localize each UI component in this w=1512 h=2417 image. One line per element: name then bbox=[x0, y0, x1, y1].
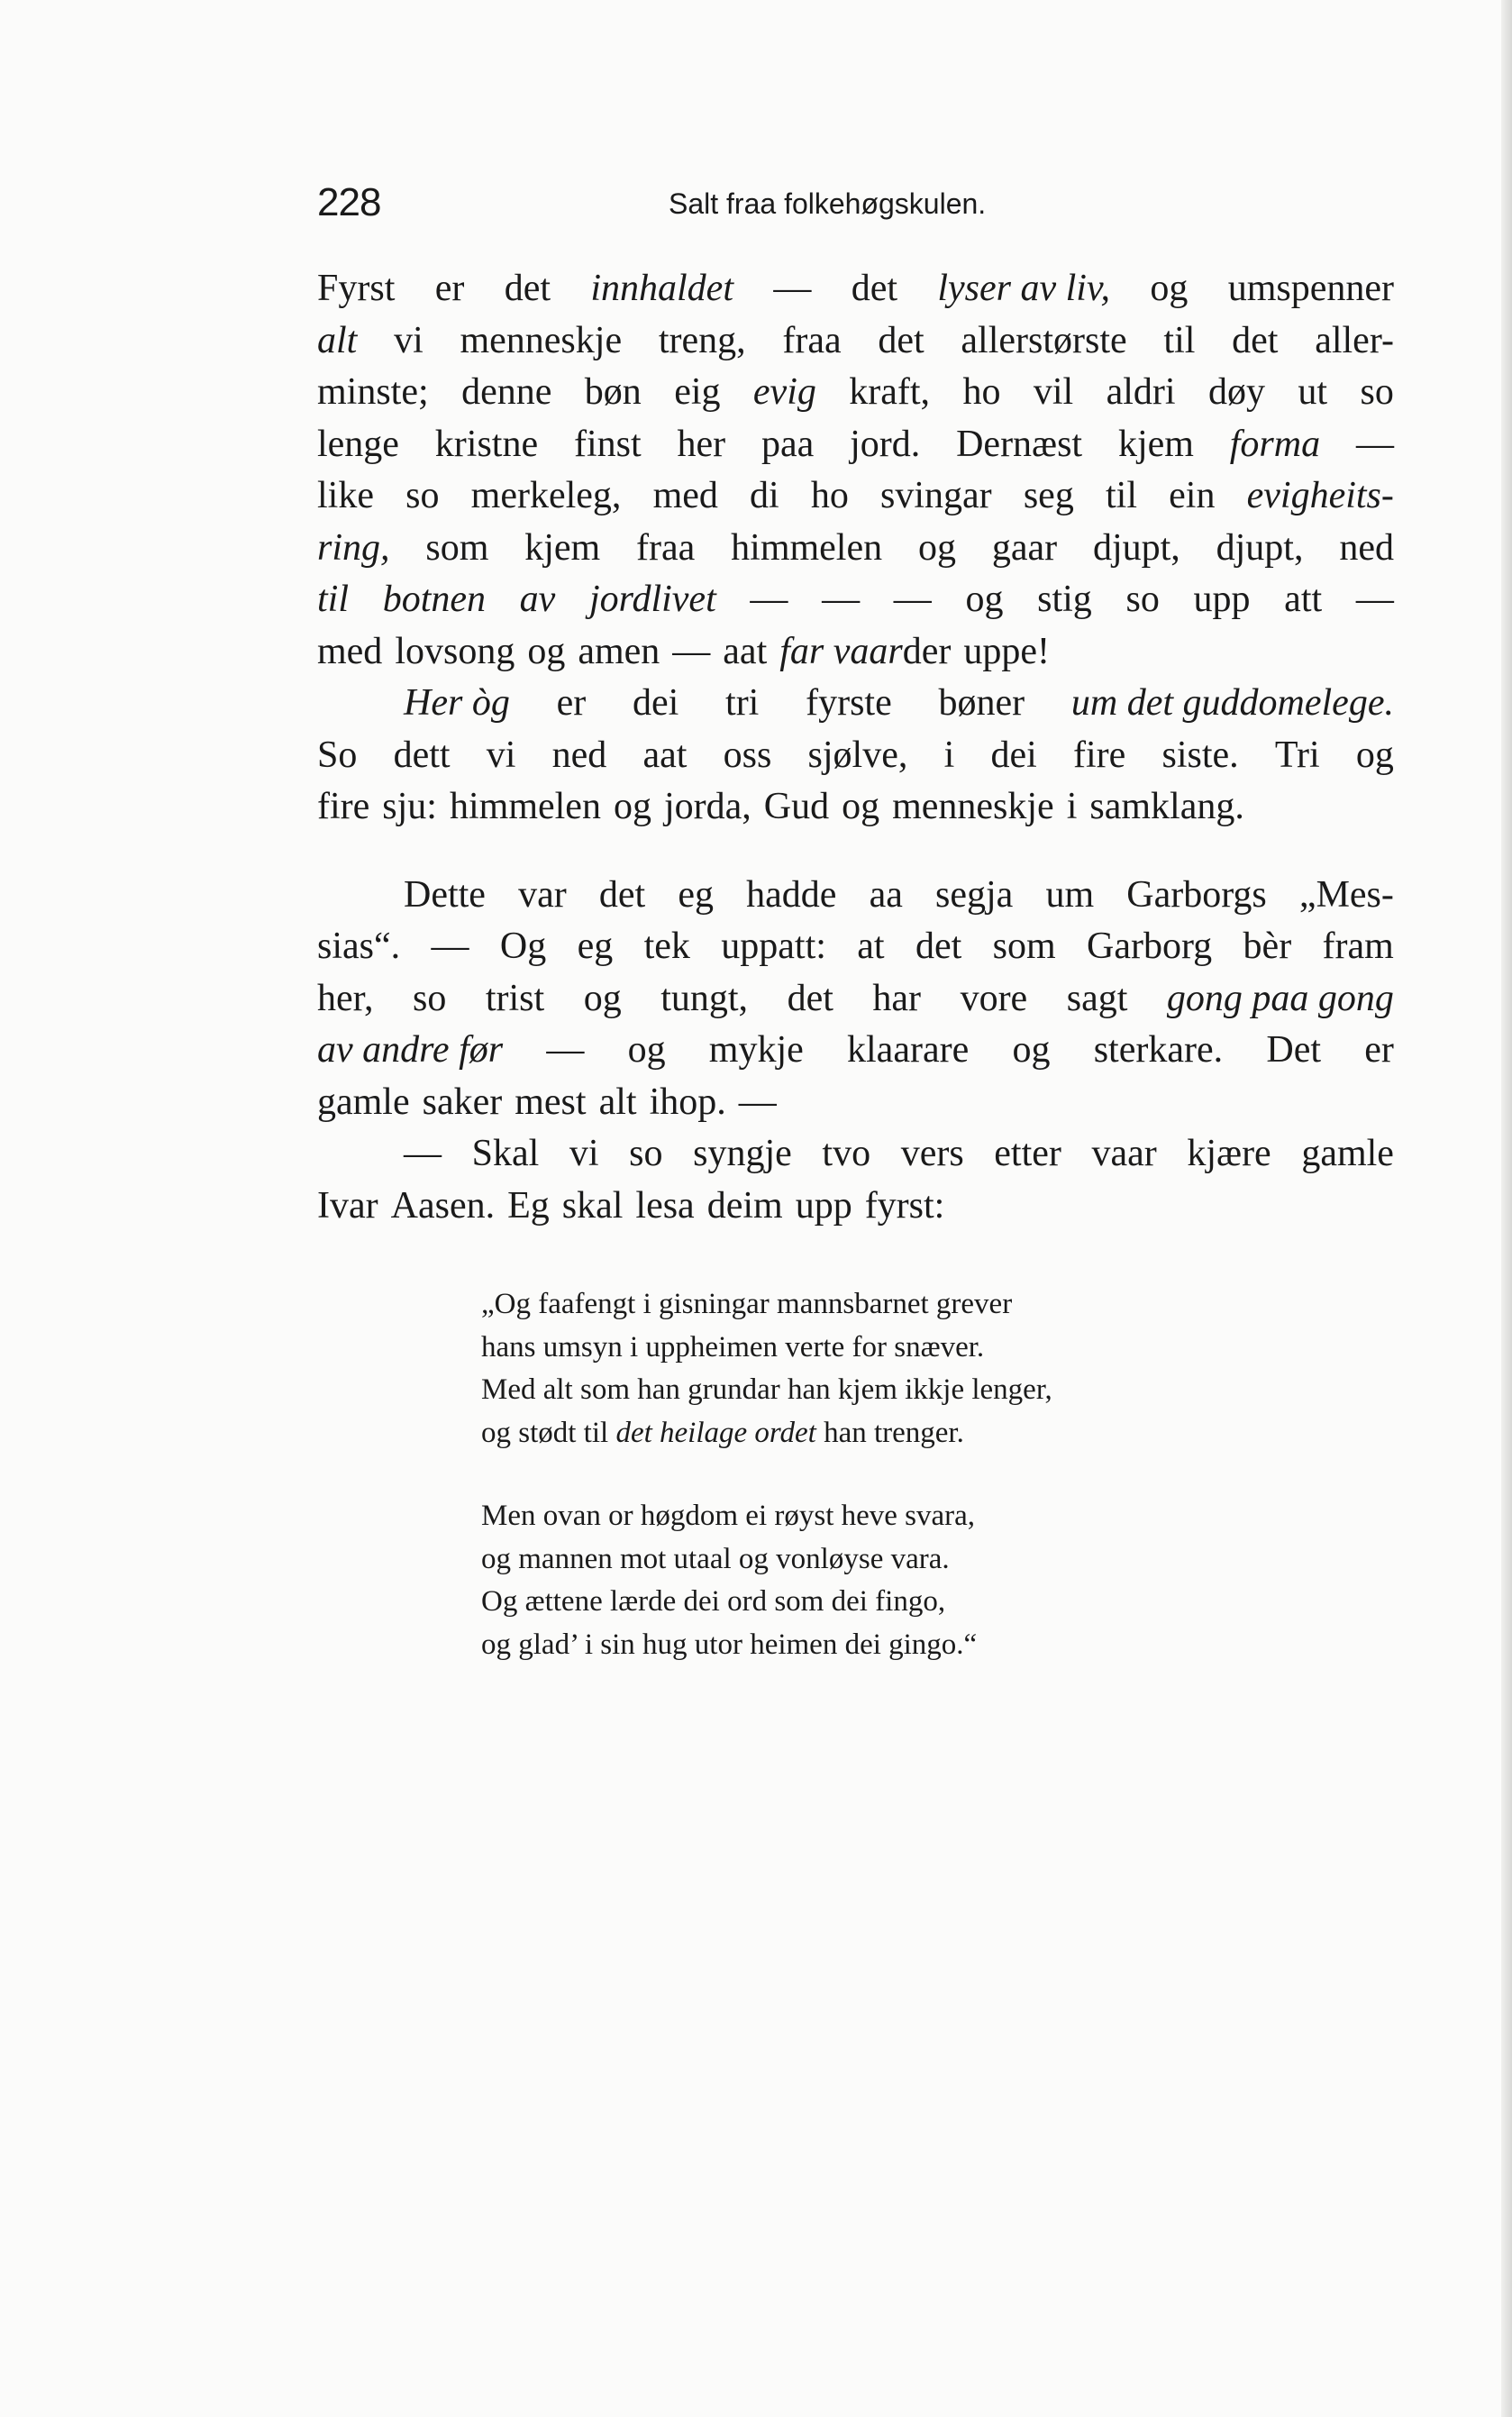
word: menneskje bbox=[460, 319, 623, 361]
paragraph-gap bbox=[317, 834, 1394, 870]
paragraph bbox=[317, 678, 1394, 834]
word: og bbox=[1150, 268, 1189, 309]
word: — bbox=[738, 1081, 777, 1123]
text-line bbox=[317, 626, 1394, 679]
word: det bbox=[915, 926, 962, 967]
italic-word: um det guddomelege. bbox=[1070, 682, 1394, 724]
word: jord. bbox=[850, 423, 921, 465]
word: — bbox=[1355, 423, 1394, 465]
word: mykje bbox=[708, 1029, 804, 1071]
word: finst bbox=[573, 423, 642, 465]
text-line bbox=[317, 1128, 1394, 1181]
word: at bbox=[857, 926, 885, 967]
italic-word: ring, bbox=[317, 526, 390, 569]
word: bøn bbox=[584, 371, 642, 413]
word: himmelen bbox=[731, 526, 883, 569]
word: kjem bbox=[524, 526, 601, 569]
word: det bbox=[504, 268, 551, 309]
poem-text: Med alt som han grundar han kjem ikkje lenger, bbox=[481, 1373, 1052, 1406]
italic-word: lyser av liv, bbox=[937, 268, 1110, 309]
word: det bbox=[787, 977, 833, 1019]
word: — bbox=[546, 1029, 585, 1071]
word: var bbox=[518, 873, 567, 916]
word: med bbox=[317, 630, 383, 672]
word: like bbox=[317, 475, 374, 516]
word: sjølve, bbox=[807, 734, 908, 776]
italic-word: evig bbox=[752, 371, 816, 413]
word: klaarare bbox=[847, 1029, 970, 1071]
word: — bbox=[822, 579, 861, 620]
poem-line bbox=[481, 1412, 1052, 1455]
word: som bbox=[425, 526, 489, 569]
word: vaar bbox=[1091, 1133, 1157, 1174]
word: til bbox=[1163, 319, 1196, 361]
word: menneskje bbox=[892, 786, 1054, 827]
word: til bbox=[1105, 475, 1137, 516]
word: kjære bbox=[1187, 1133, 1271, 1174]
poem-text: Men ovan or høgdom ei røyst heve svara, bbox=[481, 1500, 976, 1532]
page-number: 228 bbox=[317, 180, 381, 224]
poem-line bbox=[481, 1581, 1052, 1624]
italic-word: far vaar bbox=[779, 630, 903, 672]
word: ho bbox=[810, 475, 849, 516]
word: seg bbox=[1023, 475, 1074, 516]
word: aa bbox=[869, 873, 903, 916]
word: Dernæst bbox=[956, 423, 1083, 465]
text-line bbox=[317, 921, 1394, 973]
word: og bbox=[627, 1029, 666, 1071]
word: det bbox=[851, 268, 897, 309]
text-line bbox=[317, 523, 1394, 575]
word: og bbox=[1355, 734, 1394, 776]
word: — bbox=[672, 630, 711, 672]
word: uppe! bbox=[963, 630, 1051, 672]
text-line bbox=[317, 367, 1394, 419]
word: Aasen. bbox=[390, 1184, 496, 1227]
word: det bbox=[1232, 319, 1279, 361]
word: so bbox=[629, 1133, 663, 1174]
word: kristne bbox=[434, 423, 539, 465]
text-line bbox=[317, 781, 1394, 834]
word: er bbox=[1364, 1029, 1394, 1071]
word: uppatt: bbox=[721, 926, 826, 967]
word: og bbox=[527, 630, 566, 672]
word: oss bbox=[723, 734, 772, 776]
word: lesa bbox=[635, 1184, 695, 1227]
poem-line bbox=[481, 1538, 1052, 1582]
text-line bbox=[317, 419, 1394, 471]
text-line bbox=[317, 973, 1394, 1026]
word: fyrste bbox=[806, 682, 892, 724]
word: Garborg bbox=[1087, 926, 1213, 967]
word: skal bbox=[561, 1184, 624, 1227]
paragraph bbox=[317, 263, 1394, 678]
word: dei bbox=[632, 682, 679, 724]
word: kraft, bbox=[849, 371, 931, 413]
word: so bbox=[412, 977, 447, 1019]
word: tri bbox=[725, 682, 760, 724]
word: sju: bbox=[382, 786, 437, 827]
word: fraa bbox=[782, 319, 842, 361]
word: gaar bbox=[991, 526, 1058, 569]
word: tvo bbox=[822, 1133, 871, 1174]
body-text bbox=[317, 263, 1394, 1232]
poem-text: han trenger. bbox=[815, 1416, 964, 1449]
word: minste; bbox=[317, 371, 429, 413]
word: det bbox=[598, 873, 646, 916]
word: gamle bbox=[1301, 1133, 1394, 1174]
word: og bbox=[842, 786, 880, 827]
word: bøner bbox=[938, 682, 1025, 724]
word: det bbox=[878, 319, 925, 361]
word: vi bbox=[486, 734, 516, 776]
word: tungt, bbox=[660, 977, 749, 1019]
poem-text: Og ættene lærde dei ord som dei fingo, bbox=[481, 1585, 946, 1618]
text-line bbox=[317, 678, 1394, 730]
word: ihop. bbox=[649, 1081, 726, 1123]
word: — bbox=[404, 1133, 442, 1174]
poem-text: og stødt til bbox=[481, 1416, 616, 1449]
word: som bbox=[992, 926, 1056, 967]
italic-word: evigheits- bbox=[1246, 475, 1394, 516]
word: ut bbox=[1298, 371, 1328, 413]
word: og bbox=[583, 977, 622, 1019]
word: vers bbox=[900, 1133, 964, 1174]
text-line bbox=[317, 574, 1394, 626]
word: segja bbox=[935, 873, 1014, 916]
text-line bbox=[317, 1025, 1394, 1077]
word: fyrst: bbox=[864, 1184, 945, 1227]
word: so bbox=[405, 475, 440, 516]
poem-text: og mannen mot utaal og vonløyse vara. bbox=[481, 1542, 950, 1575]
poem-line bbox=[481, 1327, 1052, 1370]
text-line bbox=[317, 470, 1394, 523]
text-line bbox=[317, 730, 1394, 782]
word: samklang. bbox=[1089, 786, 1244, 827]
word: svingar bbox=[880, 475, 992, 516]
word: og bbox=[613, 786, 651, 827]
word: jorda, bbox=[663, 786, 751, 827]
stanza-gap bbox=[481, 1455, 1052, 1495]
word: ho bbox=[962, 371, 1001, 413]
word: alt bbox=[598, 1081, 637, 1123]
word: ned bbox=[551, 734, 607, 776]
word: stig bbox=[1037, 579, 1092, 620]
word: aldri bbox=[1106, 371, 1176, 413]
word: sias“. bbox=[317, 926, 401, 967]
word: „Mes- bbox=[1298, 873, 1394, 916]
word: upp bbox=[1193, 579, 1251, 620]
text-line bbox=[317, 1077, 1394, 1129]
word: vi bbox=[394, 319, 424, 361]
word: vil bbox=[1033, 371, 1074, 413]
word: Fyrst bbox=[317, 268, 396, 309]
word: Og bbox=[499, 926, 547, 967]
running-head: Salt fraa folkehøgskulen. bbox=[669, 187, 987, 220]
word: so bbox=[1360, 371, 1394, 413]
word: og bbox=[1012, 1029, 1051, 1071]
poem-stanza bbox=[481, 1283, 1052, 1455]
word: lenge bbox=[317, 423, 399, 465]
word: fire bbox=[317, 786, 370, 827]
word: — bbox=[773, 268, 812, 309]
poem-text: hans umsyn i uppheimen verte for snæver. bbox=[481, 1330, 985, 1364]
word: aller- bbox=[1315, 319, 1394, 361]
word: di bbox=[750, 475, 779, 516]
italic-word: til bbox=[317, 579, 350, 620]
page-header bbox=[317, 180, 1370, 234]
word: — bbox=[1355, 579, 1394, 620]
word: Ivar bbox=[317, 1184, 378, 1227]
paragraph bbox=[317, 870, 1394, 1129]
word: mest bbox=[515, 1081, 587, 1123]
word: djupt, bbox=[1216, 526, 1304, 569]
poem-line bbox=[481, 1624, 1052, 1667]
word: allerstørste bbox=[961, 319, 1127, 361]
word: tek bbox=[643, 926, 690, 967]
word: merkeleg, bbox=[470, 475, 622, 516]
italic-word: botnen bbox=[382, 579, 486, 620]
word: att bbox=[1284, 579, 1323, 620]
word: og bbox=[965, 579, 1004, 620]
word: So bbox=[317, 734, 358, 776]
word: saker bbox=[422, 1081, 503, 1123]
word: er bbox=[556, 682, 587, 724]
poem-quote bbox=[481, 1283, 1052, 1666]
word: Dette bbox=[404, 873, 486, 916]
italic-word: av andre før bbox=[317, 1029, 504, 1071]
word: vi bbox=[569, 1133, 599, 1174]
word: treng, bbox=[658, 319, 746, 361]
word: — bbox=[750, 579, 788, 620]
word: Skal bbox=[471, 1133, 540, 1174]
word: i bbox=[1066, 786, 1078, 827]
italic-word: innhaldet bbox=[590, 268, 733, 309]
text-line bbox=[317, 870, 1394, 922]
word: Gud bbox=[763, 786, 830, 827]
word: her, bbox=[317, 977, 374, 1019]
italic-word: av bbox=[519, 579, 556, 620]
text-line bbox=[317, 263, 1394, 315]
word: fire bbox=[1072, 734, 1126, 776]
word: fraa bbox=[636, 526, 696, 569]
word: dett bbox=[393, 734, 451, 776]
word: i bbox=[943, 734, 955, 776]
word: trist bbox=[485, 977, 545, 1019]
word: Garborgs bbox=[1126, 873, 1267, 916]
poem-line bbox=[481, 1495, 1052, 1538]
word: er bbox=[434, 268, 465, 309]
word: um bbox=[1045, 873, 1095, 916]
poem-text: „Og faafengt i gisningar mannsbarnet grever bbox=[481, 1288, 1013, 1320]
text-line bbox=[317, 1181, 1394, 1233]
word: har bbox=[872, 977, 922, 1019]
word: døy bbox=[1208, 371, 1265, 413]
word: kjem bbox=[1117, 423, 1194, 465]
word: bèr bbox=[1243, 926, 1292, 967]
italic-word: alt bbox=[317, 319, 358, 361]
word: vore bbox=[960, 977, 1028, 1019]
word: sterkare. bbox=[1093, 1029, 1224, 1071]
word: her bbox=[677, 423, 726, 465]
word: aat bbox=[723, 630, 768, 672]
word: djupt, bbox=[1092, 526, 1180, 569]
word: Tri bbox=[1274, 734, 1320, 776]
word: umspenner bbox=[1227, 268, 1394, 309]
word: deim bbox=[706, 1184, 783, 1227]
word: sagt bbox=[1066, 977, 1128, 1019]
poem-line bbox=[481, 1283, 1052, 1327]
word: siste. bbox=[1161, 734, 1239, 776]
word: himmelen bbox=[449, 786, 601, 827]
italic-word: Her òg bbox=[404, 682, 510, 724]
word: ned bbox=[1339, 526, 1394, 569]
word: fram bbox=[1322, 926, 1394, 967]
poem-text: og glad’ i sin hug utor heimen dei gingo.“ bbox=[481, 1628, 978, 1661]
word: dei bbox=[990, 734, 1037, 776]
word: ein bbox=[1169, 475, 1216, 516]
paragraph bbox=[317, 1128, 1394, 1232]
italic-word: forma bbox=[1229, 423, 1321, 465]
word: — bbox=[431, 926, 469, 967]
word: eg bbox=[678, 873, 714, 916]
word: der bbox=[902, 630, 952, 672]
word: paa bbox=[761, 423, 815, 465]
word: aat bbox=[642, 734, 688, 776]
word: amen bbox=[578, 630, 660, 672]
poem-line bbox=[481, 1369, 1052, 1412]
word: og bbox=[917, 526, 956, 569]
poem-stanza bbox=[481, 1495, 1052, 1666]
text-line bbox=[317, 315, 1394, 368]
word: eig bbox=[674, 371, 721, 413]
word: Det bbox=[1266, 1029, 1322, 1071]
word: lovsong bbox=[395, 630, 515, 672]
word: syngje bbox=[693, 1133, 792, 1174]
word: so bbox=[1125, 579, 1160, 620]
italic-word: jordlivet bbox=[589, 579, 716, 620]
word: etter bbox=[994, 1133, 1061, 1174]
italic-phrase: det heilage ordet bbox=[615, 1416, 816, 1449]
word: med bbox=[652, 475, 718, 516]
italic-word: gong paa gong bbox=[1166, 977, 1394, 1019]
word: eg bbox=[577, 926, 614, 967]
word: hadde bbox=[746, 873, 837, 916]
page-edge bbox=[1501, 0, 1512, 2417]
word: upp bbox=[795, 1184, 852, 1227]
word: denne bbox=[461, 371, 552, 413]
word: Eg bbox=[507, 1184, 550, 1227]
word: gamle bbox=[317, 1081, 410, 1123]
word: — bbox=[893, 579, 932, 620]
